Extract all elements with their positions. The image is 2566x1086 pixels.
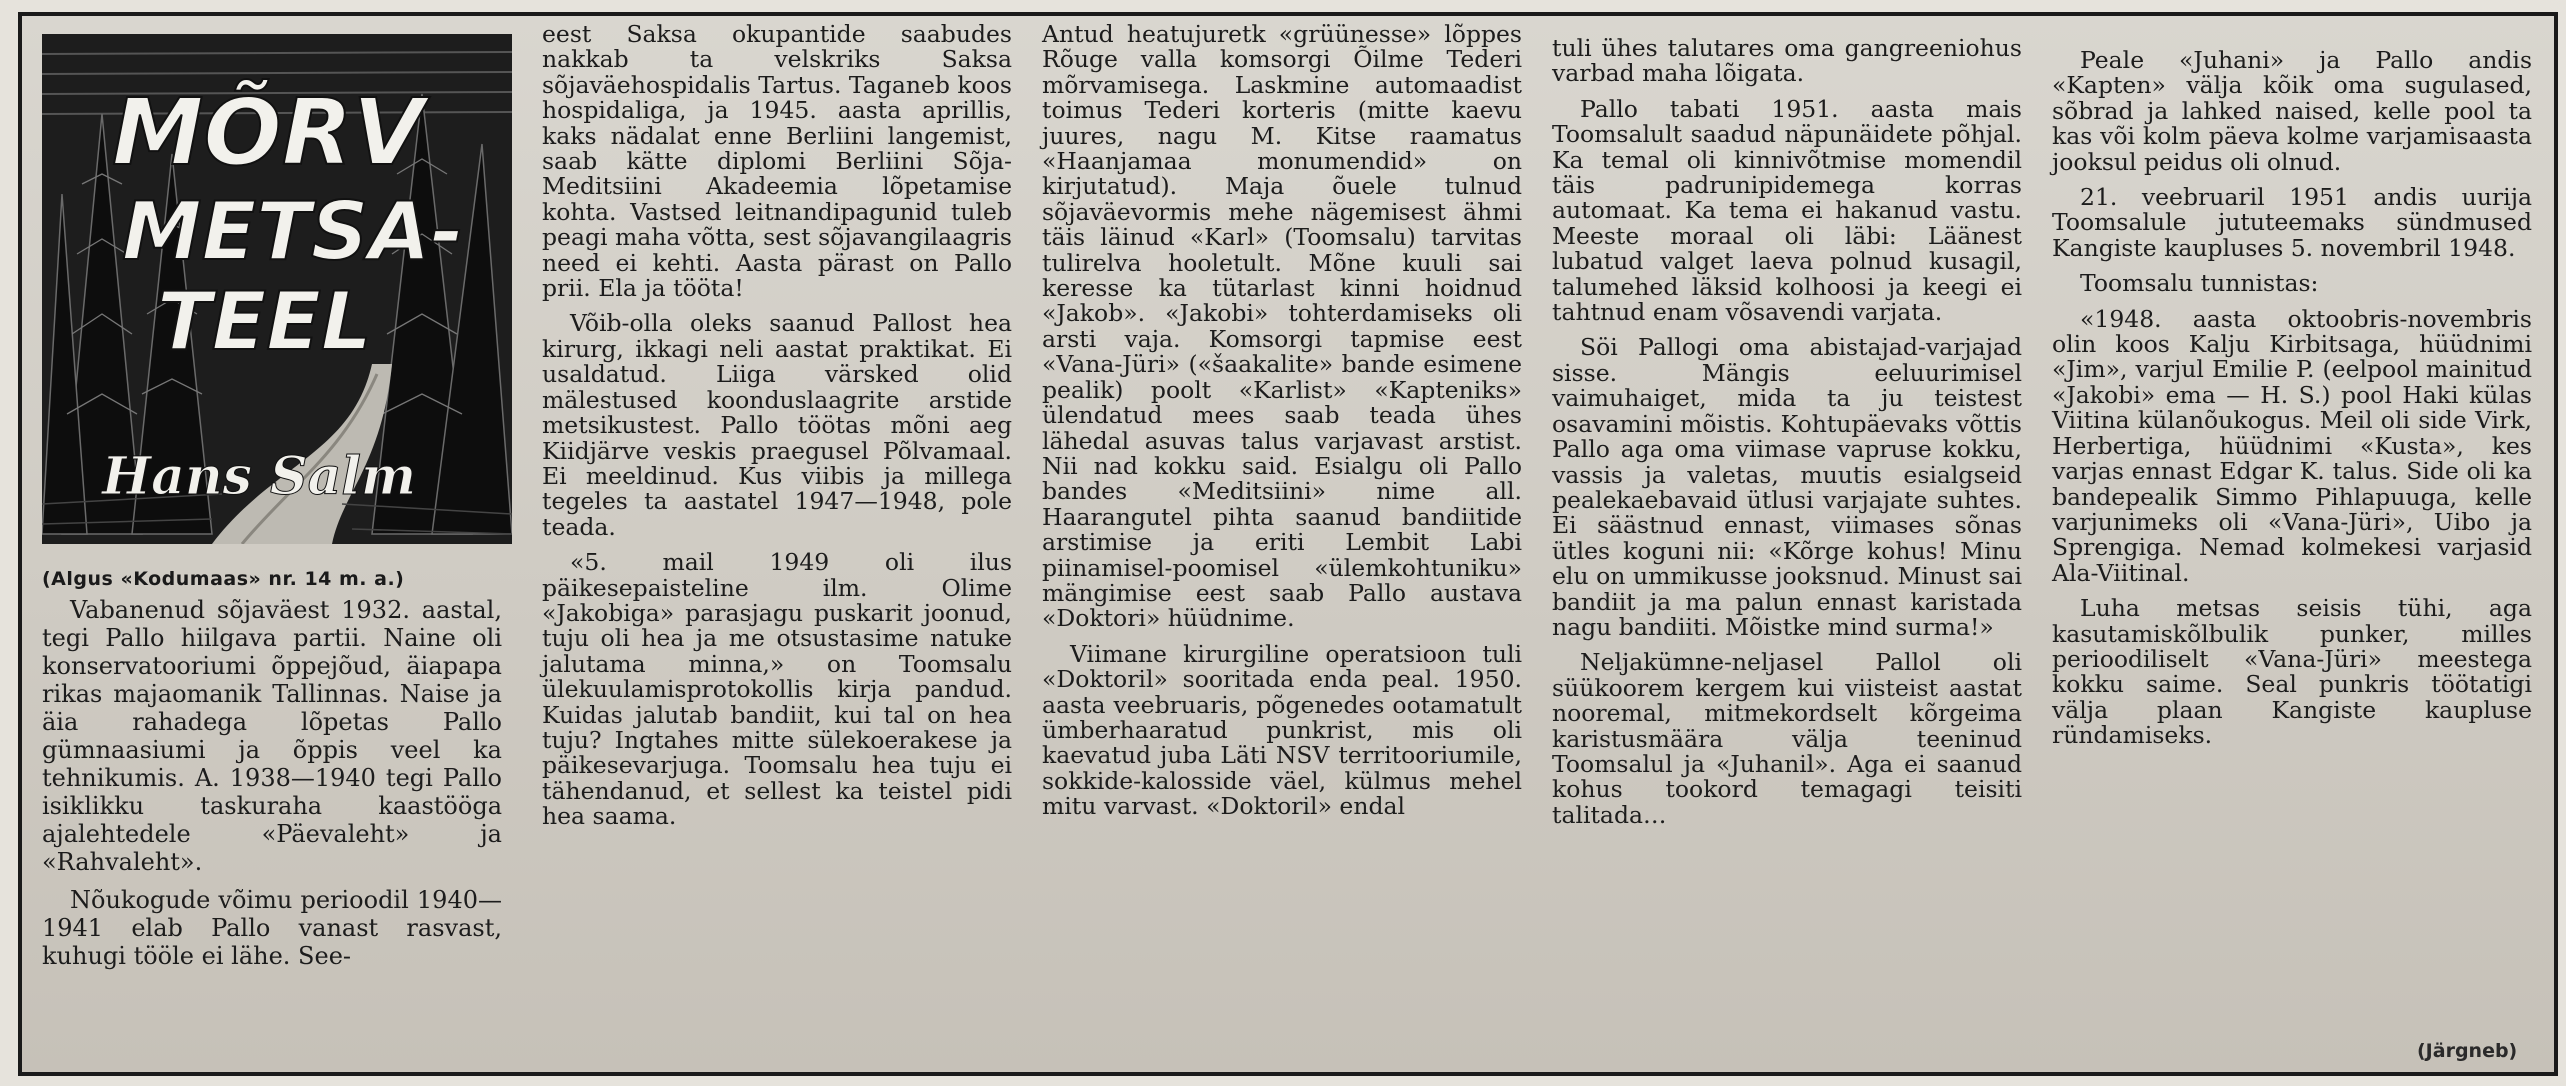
paragraph: Neljakümne-neljasel Pallol oli süükoorem kergem kui viisteist aastat nooremal, mitmekordselt kõrgeima karistusmäära välja teeninud Toomsalul ja «Juhanil». Aga ei saanud kohus tookord temagagi teisiti talitada… <box>1552 648 2022 829</box>
paragraph: Viimane kirurgiline operatsioon tuli «Doktoril» sooritada enda peal. 1950. aasta veebruaris, põgenedes ootamatult ümberhaaratud punkrist, mis oli kaevatud juba Läti NSV territooriumile, sokkide-kalosside väel, külmus mehel mitu varvast. «Doktoril» endal <box>1042 639 1522 821</box>
paragraph: Peale «Juhani» ja Pallo andis «Kapten» välja kõik oma sugulased, sõbrad ja lahked naised, kelle pool ta kas või kolm päeva kolme varjamisaasta jooksul peidus oli olnud. <box>2052 46 2532 176</box>
column-5 <box>2052 48 2532 759</box>
paragraph: Vabanenud sõjaväest 1932. aastal, tegi Pallo hiilgava partii. Naine oli konservatooriumi õppejõud, äiapapa rikas majaomanik Tallinnas. Naise ja äia rahadega lõpetas Pallo gümnaasiumi ja õppis veel ka tehnikumis. A. 1938—1940 tegi Pallo isiklikku taskuraha kaastööga ajalehtedele «Päevaleht» ja «Rahvaleht». <box>42 596 502 876</box>
paragraph: Antud heatujuretk «grüünesse» lõppes Rõuge valla komsorgi Õilme Tederi mõrvamisega. Laskmine automaadist toimus Tederi korteris (mitte kaevu juures, nagu M. Kitse raamatus «Haanjamaa monumendid» on kirjutatud). Maja õuele tulnud sõjaväevormis mehe nägemisest ähmi täis läinud «Karl» (Toomsalu) tarvitas tulirelva hooletult. Mõne kuuli sai keresse ka tütarlast kinni hoidnud «Jakob». «Jakobi» tohterdamiseks oli arsti vaja. Komsorgi tapmise eest «Vana-Jüri» («šaakalite» bande esimene pealik) poolt «Karlist» «Kapteniks» ülendatud mees saab teada ühes lähedal asuvas talus varjavast arstist. Nii nad kokku said. Esialgu oli Pallo bandes «Meditsiini» nime all. Haarangutel pihta saanud bandiitide arstimise ja eriti Lembit Labi piinamisel-poomisel «ülemkohtuniku» mängimise eest saab Pallo austava «Doktori» hüüdnime. <box>1042 20 1522 633</box>
paragraph: Toomsalu tunnistas: <box>2080 269 2319 298</box>
column-2 <box>542 22 1012 840</box>
author-signature: Hans Salm <box>102 446 417 507</box>
paragraph: Luha metsas seisis tühi, aga kasutamiskõlbulik punker, milles perioodiliselt «Vana-Jüri» meestega kokku saime. Seal punkris töötatigi välja plaan Kangiste kaupluse ründamiseks. <box>2052 594 2532 750</box>
column-3 <box>1042 22 1522 830</box>
paragraph: «1948. aasta oktoobris-novembris olin koos Kalju Kirbitsaga, hüüdnimi «Jim», varjul Emilie P. (eelpool mainitud «Jakobi» ema — H. S.) pool Haki külas Viitina külanõukogus. Meil oli side Virk, Herbertiga, hüüdnimi «Kusta», kes varjas ennast Edgar K. talus. Side oli ka bandepealik Simmo Pihlapuuga, kelle varjunimeks oli «Vana-Jüri», Uibo ja Sprengiga. Nemad kolmekesi varjasid Ala-Viitinal. <box>2052 304 2532 587</box>
newspaper-page <box>18 12 2558 1076</box>
title-line-1: MÕRV <box>112 79 424 186</box>
paragraph: eest Saksa okupantide saabudes nakkab ta velskriks Saksa sõjaväehospidalis Tartus. Taganeb koos hospidaliga, ja 1945. aasta aprillis, kaks nädalat enne Berliini langemist, saab kätte diplomi Berliini Sõja-Meditsiini Akadeemia lõpetamise kohta. Vastsed leitnandipagunid tuleb peagi maha võtta, sest sõjavangilaagris need ei kehti. Aasta pärast on Pallo prii. Ela ja tööta! <box>542 20 1012 303</box>
column-1 <box>42 596 502 980</box>
continued-note: (Järgneb) <box>2417 1040 2518 1062</box>
paragraph: 21. veebruaril 1951 andis uurija Toomsalule jututeemaks sündmused Kangiste kaupluses 5. novembril 1948. <box>2052 183 2532 262</box>
paragraph: Söi Pallogi oma abistajad-varjajad sisse. Mängis eeluurimisel vaimuhaiget, mida ta ju teistest osavamini mõistis. Kohtupäevaks võttis Pallo aga oma viimase vapruse kokku, vassis ja valetas, muutis esialgseid pealekaebavaid ütlusi varjajate suhtes. Ei säästnud ennast, viimases sõnas ütles koguni nii: «Kõrge kohus! Minu elu on ummikusse jooksnud. Minust sai bandiit ja ma palun ennast karistada nagu bandiiti. Mõistke mind surma!» <box>1552 333 2022 641</box>
paragraph: tuli ühes talutares oma gangreeniohus varbad maha lõigata. <box>1552 34 2022 88</box>
forest-woodcut-illustration <box>42 34 512 544</box>
source-note: (Algus «Kodumaas» nr. 14 m. a.) <box>42 568 405 590</box>
paragraph: Võib-olla oleks saanud Pallost hea kirurg, ikkagi neli aastat praktikat. Ei usaldatud. Liiga värsked olid mälestused koonduslaagrite arstide metsikustest. Pallo töötas mõni aeg Kiidjärve veskis praegusel Põlvamaal. Ei meeldinud. Kus viibis ja millega tegeles ta aastatel 1947—1948, pole teada. <box>542 309 1012 541</box>
paragraph: Pallo tabati 1951. aasta mais Toomsalult saadud näpunäidete põhjal. Ka temal oli kinnivõtmise momendil täis padrunipidemega korras automaat. Ka tema ei hakanud vastu. Meeste moraal oli läbi: Läänest lubatud valget laeva polnud kusagil, talumehed läksid kolhoosi ja keegi ei tahtnud enam võsavendi varjata. <box>1552 94 2022 327</box>
paragraph: «5. mail 1949 oli ilus päikesepaisteline ilm. Olime «Jakobiga» parasjagu puskarit joonud, tuju oli hea ja me otsustasime natuke jalutama minna,» on Toomsalu ülekuulamisprotokollis kirja pandud. Kuidas jalutab bandiit, kui tal on hea tuju? Ingtahes mitte sülekoerakese ja päikesevarjuga. Toomsalu hea tuju ei tähendanud, et sellest ka teistel pidi hea saama. <box>542 548 1012 831</box>
title-illustration <box>42 34 512 544</box>
title-line-2: METSA- <box>122 185 464 278</box>
paragraph: Nõukogude võimu perioodil 1940—1941 elab Pallo vanast rasvast, kuhugi tööle ei lähe. See- <box>42 886 502 970</box>
title-line-3: TEEL <box>157 275 372 368</box>
column-4 <box>1552 36 2022 838</box>
